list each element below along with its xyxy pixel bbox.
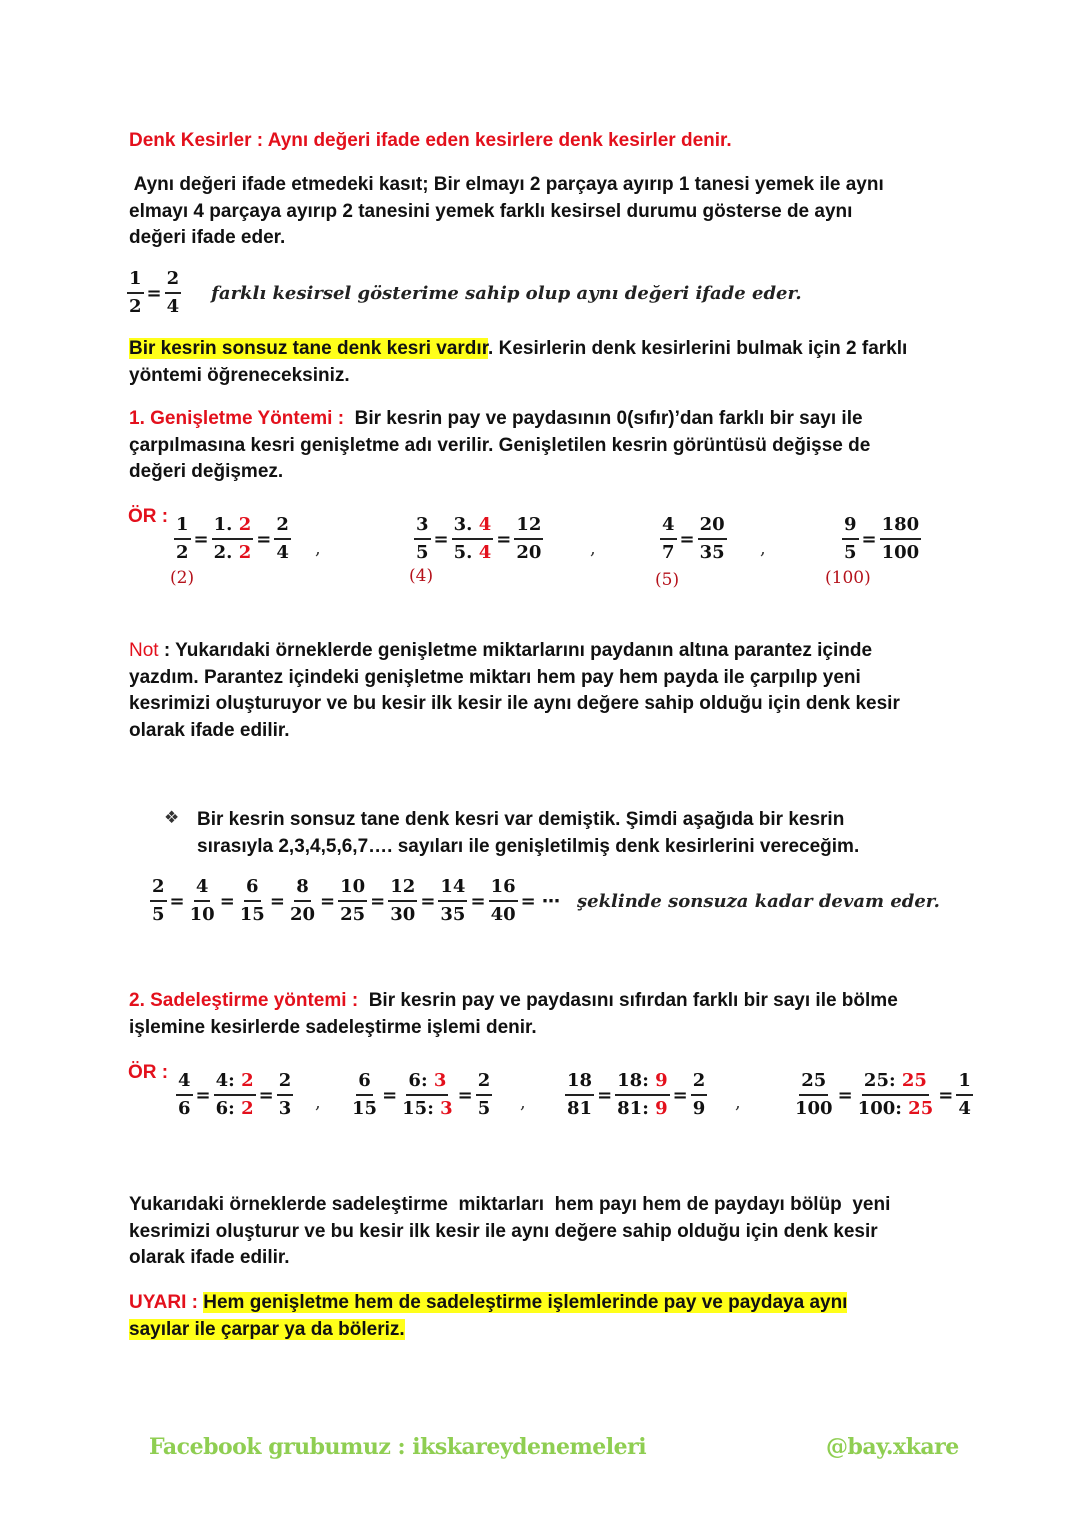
fraction: $\frac{2}{4}$ <box>166 268 180 317</box>
highlighted-text: Bir kesrin sonsuz tane denk kesri vardır <box>129 338 489 359</box>
page-title <box>129 128 959 155</box>
simplify-note-paragraph: Yukarıdaki örneklerde sadeleştirme miktarları hem payı hem de paydayı bölüp yeni kesrimizi oluşturur ve bu kesir ilk kesir ile aynı değere sahip olduğu için denk kesir olarak ifade edilir. <box>129 1194 891 1268</box>
footer-facebook-group: Facebook grubumuz : ikskareydenemeleri <box>149 1434 647 1460</box>
ellipsis: = ⋯ <box>520 890 560 912</box>
separator: , <box>760 538 766 559</box>
expand-example-3: $\frac{4}{7}$ = $\frac{20}{35}$ <box>662 514 725 563</box>
infinite-paragraph: Bir kesrin sonsuz tane denk kesri vardır. Kesirlerin denk kesirlerini bulmak için 2 farklı yöntemi öğreneceksiniz. <box>129 338 908 386</box>
multiplier-note: (2) <box>170 568 195 588</box>
intro-paragraph <box>129 172 959 252</box>
warning-label: UYARI : <box>129 1292 198 1313</box>
method2-label: 2. Sadeleştirme yöntemi : <box>129 990 359 1011</box>
example-label: ÖR : <box>128 506 169 527</box>
separator: , <box>520 1092 526 1113</box>
simplify-example-2: $\frac{6}{15}$ = $\frac{6: 3}{15: 3}$ = $\frac{2}{5}$ <box>352 1070 491 1119</box>
multiplier-note: (5) <box>655 570 680 590</box>
separator: , <box>590 538 596 559</box>
expand-example-2: $\frac{3}{5}$ = $\frac{3. 4}{5. 4}$ = $\frac{12}{20}$ <box>416 514 542 563</box>
separator: , <box>315 538 321 559</box>
intro-example-text: farklı kesirsel gösterime sahip olup aynı değeri ifade eder. <box>211 282 802 304</box>
title-text: Aynı değeri ifade eden kesirlere denk kesirler denir. <box>263 130 732 151</box>
multiplier-note: (100) <box>825 568 871 588</box>
equals-sign: = <box>146 282 162 304</box>
separator: , <box>735 1092 741 1113</box>
multiplier-note: (4) <box>409 566 434 586</box>
intro-example <box>127 268 802 318</box>
fraction-series: $\frac{2}{5}$ = $\frac{4}{10}$ = $\frac{6}{15}$ = $\frac{8}{20}$ = $\frac{10}{25}$ = $\frac{12}{30}$ = $\frac{14}{35}$ = $\frac{16}{40}$ = ⋯ şeklinde sonsuza kadar devam eder. <box>152 876 940 925</box>
simplify-example-1: $\frac{4}{6}$ = $\frac{4: 2}{6: 2}$ = $\frac{2}{3}$ <box>178 1070 292 1119</box>
method1-label: 1. Genişletme Yöntemi : <box>129 408 345 429</box>
expand-example-4: $\frac{9}{5}$ = $\frac{180}{100}$ <box>844 514 920 563</box>
intro-line: Aynı değeri ifade etmedeki kasıt; Bir elmayı 2 parçaya ayırıp 1 tanesi yemek ile aynı <box>129 174 884 195</box>
bullet-paragraph: Bir kesrin sonsuz tane denk kesri var demiştik. Şimdi aşağıda bir kesrin sırasıyla 2,3,4,5,6,7…. sayıları ile genişletilmiş denk kesirlerini vereceğim. <box>197 809 860 857</box>
expand-example-1: $\frac{1}{2}$ = $\frac{1. 2}{2. 2}$ = $\frac{2}{4}$ <box>176 514 289 563</box>
footer-handle: @bay.xkare <box>826 1434 959 1460</box>
series-text: şeklinde sonsuza kadar devam eder. <box>576 890 940 912</box>
method2-paragraph: 2. Sadeleştirme yöntemi : Bir kesrin pay ve paydasını sıfırdan farklı bir sayı ile bölme işlemine kesirlerde sadeleştirme işlemi denir. <box>129 990 898 1038</box>
note-paragraph: Not : Yukarıdaki örneklerde genişletme miktarlarını paydanın altına parantez içinde yazdım. Parantez içindeki genişletme miktarı hem pay hem payda ile çarpılıp yeni kesrimizi oluşturuyor ve bu kesir ilk kesir ile aynı değere sahip olduğu için denk kesir olarak ifade edilir. <box>129 640 900 741</box>
diamond-bullet-icon: ❖ <box>164 808 180 827</box>
method1-paragraph: 1. Genişletme Yöntemi : Bir kesrin pay ve paydasının 0(sıfır)’dan farklı bir sayı ile çarpılmasına kesri genişletme adı verilir. Genişletilen kesrin görüntüsü değişse de değeri değişmez. <box>129 408 871 482</box>
warning-paragraph: UYARI : Hem genişletme hem de sadeleştirme işlemlerinde pay ve paydaya aynı sayılar ile çarpar ya da böleriz. <box>129 1292 848 1340</box>
fraction: $\frac{1}{2}$ <box>129 268 142 317</box>
example-label: ÖR : <box>128 1062 169 1083</box>
intro-line: elmayı 4 parçaya ayırıp 2 tanesini yemek farklı kesirsel durumu gösterse de aynı <box>129 200 853 222</box>
note-label: Not <box>129 640 159 661</box>
separator: , <box>315 1092 321 1113</box>
simplify-example-4: $\frac{25}{100}$ = $\frac{25: 25}{100: 25}$ = $\frac{1}{4}$ <box>795 1070 971 1119</box>
intro-line: değeri ifade eder. <box>129 227 286 248</box>
simplify-example-3: $\frac{18}{81}$ = $\frac{18: 9}{81: 9}$ = $\frac{2}{9}$ <box>567 1070 706 1119</box>
title-label: Denk Kesirler : <box>129 130 264 151</box>
